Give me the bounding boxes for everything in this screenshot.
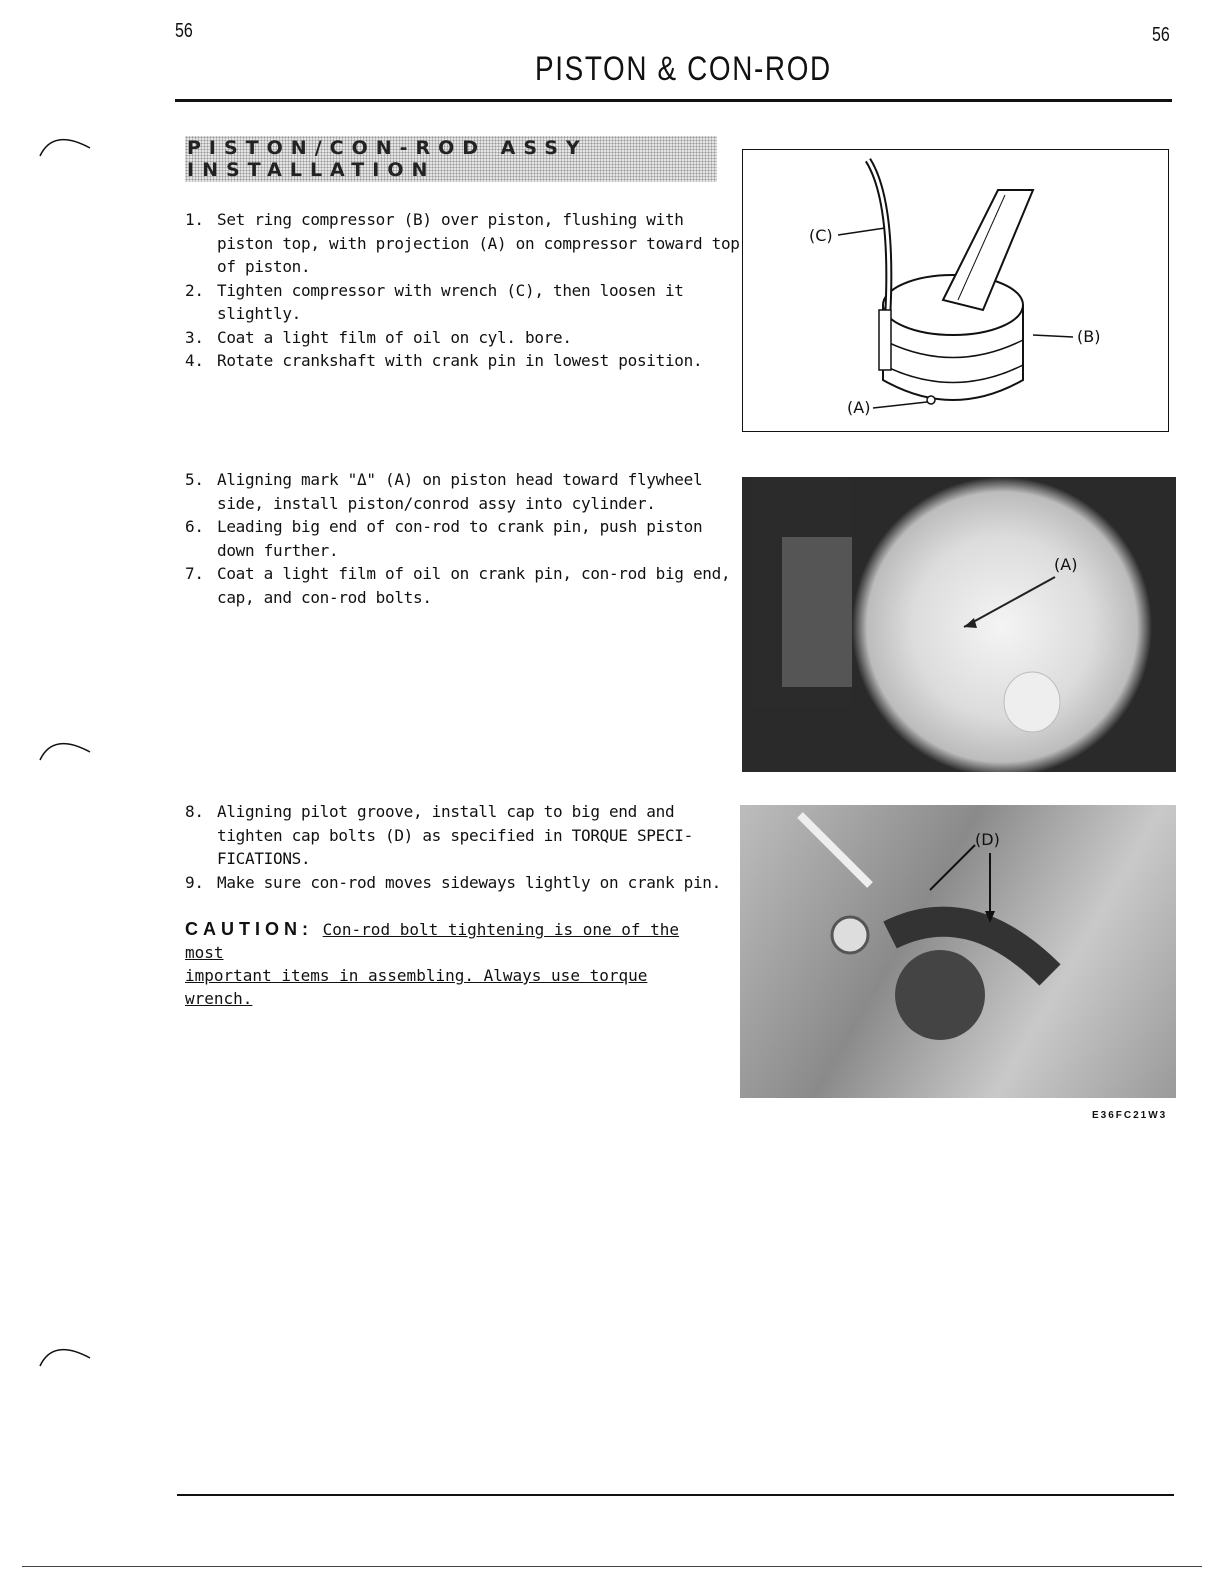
step-3: 3. Coat a light film of oil on cyl. bore. [185,327,572,347]
step-8: 8. Aligning pilot groove, install cap to big end and tighten cap bolts (D) as specified in TORQUE SPECI- FICATIONS. [185,802,693,868]
photo-piston-head [742,477,1176,772]
section-heading-line2: INSTALLATION [187,159,436,181]
caution-line2: important items in assembling. Always use torque wrench. [185,966,648,1008]
page-number-left: 56 [175,20,193,42]
step-4: 4. Rotate crankshaft with crank pin in lowest position. [185,351,703,370]
footer-rule [177,1494,1174,1496]
page-number-right: 56 [1152,24,1170,46]
ring-compressor-drawing [743,150,1167,430]
binder-mark-bottom [35,1338,95,1368]
binder-mark-top [35,128,95,158]
steps-group-1 [185,208,740,373]
callout-a: (A) [847,398,871,417]
figure-code: E36FC21W3 [1092,1110,1168,1121]
piston-mark-pointer [742,477,1176,772]
step-2: 2. Tighten compressor with wrench (C), then loosen it slightly. [185,280,684,323]
page-title: PISTON & CON-ROD [535,50,832,88]
callout-a-photo: (A) [1054,555,1078,574]
step-6: 6. Leading big end of con-rod to crank pin, push piston down further. [185,517,703,560]
caution-line1: Con-rod bolt tightening is one of the most [185,920,680,962]
caution-label: CAUTION: [185,919,313,939]
callout-c: (C) [809,226,833,245]
header-rule [175,99,1172,102]
binder-mark-middle [35,732,95,762]
callout-d: (D) [975,830,1000,849]
bottom-edge-rule [22,1566,1202,1567]
step-7: 7. Coat a light film of oil on crank pin, con-rod big end, cap, and con-rod bolts. [185,564,731,607]
step-9: 9. Make sure con-rod moves sideways lightly on crank pin. [185,872,721,892]
steps-group-3 [185,800,725,894]
step-5: 5. Aligning mark "Δ" (A) on piston head toward flywheel side, install piston/conrod assy into cylinder. [185,470,703,513]
section-heading-line1: PISTON/CON-ROD ASSY [187,137,588,159]
step-1: 1. Set ring compressor (B) over piston, flushing with piston top, with projection (A) on compressor toward top of piston. [185,210,740,276]
section-heading-box [185,136,717,182]
photo-cap-bolts [740,805,1176,1098]
figure-ring-compressor [742,149,1169,432]
callout-b: (B) [1077,327,1101,346]
caution-note [185,918,705,1010]
cap-bolt-pointers [740,805,1176,1098]
steps-group-2 [185,468,731,609]
